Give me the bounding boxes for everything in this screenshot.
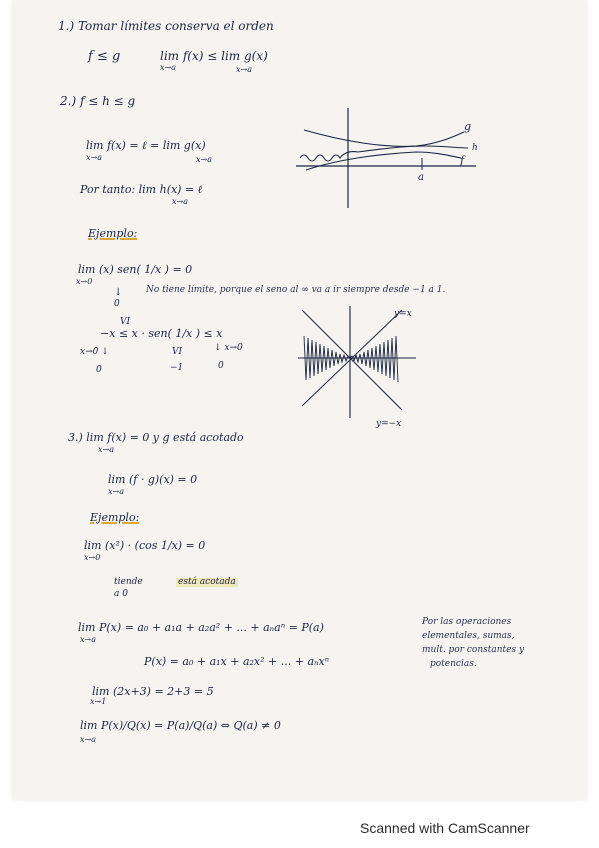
line-7-vl-2: VI — [172, 347, 183, 357]
line-2-sub-2: x→a — [236, 65, 252, 74]
line-5-conclusion: Por tanto: lim h(x) = ℓ — [80, 183, 203, 196]
line-6-note: No tiene límite, porque el seno al ∞ va a ir siempre desde −1 a 1. — [146, 285, 446, 295]
line-11-note-1: Por las operaciones — [422, 617, 512, 627]
graph1-label-a: a — [418, 172, 424, 183]
line-6-limit: lim (x) sen( 1/x ) = 0 — [78, 263, 193, 276]
line-11-polynomial-limit: lim P(x) = a₀ + a₁a + a₂a² + ... + aₙaⁿ = P(a) — [78, 621, 324, 634]
example-2-heading: Ejemplo: — [90, 511, 140, 524]
line-4-limits: lim f(x) = ℓ = lim g(x) — [86, 139, 206, 152]
line-12-polynomial: P(x) = a₀ + a₁x + a₂x² + ... + aₙxⁿ — [144, 655, 330, 668]
line-7-right-arrow: ↓ x→0 — [214, 343, 243, 353]
line-7-vl-1: VI — [120, 317, 131, 327]
line-7-zero-2: 0 — [218, 361, 224, 371]
line-3-heading: 2.) f ≤ h ≤ g — [60, 94, 136, 108]
line-2-sub-1: x→a — [160, 63, 176, 72]
line-14-rational: lim P(x)/Q(x) = P(a)/Q(a) ⇔ Q(a) ≠ 0 — [80, 719, 281, 732]
line-10-a0: a 0 — [114, 589, 128, 599]
line-9-sub: x→a — [108, 487, 124, 496]
graph1-label-f: f — [460, 154, 465, 167]
line-13-sub: x→1 — [90, 697, 107, 706]
example-1-heading: Ejemplo: — [88, 227, 138, 240]
line-8-heading: 3.) lim f(x) = 0 y g está acotado — [68, 431, 244, 444]
line-10-acotada: está acotada — [178, 577, 236, 587]
line-2-inequality: f ≤ g — [88, 49, 121, 64]
line-5-sub: x→a — [172, 197, 188, 206]
line-9-limit: lim (f · g)(x) = 0 — [108, 473, 198, 486]
line-7-left-arrow: x→0 ↓ — [80, 347, 109, 357]
line-10-limit: lim (x²) · (cos 1/x) = 0 — [84, 539, 206, 552]
squeeze-graph-2 — [298, 306, 418, 429]
line-6-zero: 0 — [114, 299, 120, 309]
line-11-note-4: potencias. — [430, 659, 477, 669]
line-11-sub: x→a — [80, 635, 96, 644]
scanner-watermark: Scanned with CamScanner — [360, 820, 530, 836]
line-6-sub: x→0 — [76, 277, 93, 286]
line-10-tiende: tiende — [114, 577, 143, 587]
line-10-sub: x→0 — [84, 553, 101, 562]
line-6-arrow: ↓ — [114, 287, 123, 298]
line-7-squeeze: −x ≤ x · sen( 1/x ) ≤ x — [100, 327, 223, 340]
line-1-heading: 1.) Tomar límites conserva el orden — [58, 19, 274, 33]
line-2-limits: lim f(x) ≤ lim g(x) — [160, 49, 268, 63]
line-13-example: lim (2x+3) = 2+3 = 5 — [92, 685, 214, 698]
graph2-label-upper: y=x — [394, 309, 412, 319]
line-11-note-3: mult. por constantes y — [422, 645, 525, 655]
line-14-sub: x→a — [80, 735, 96, 744]
graph2-label-lower: y=−x — [376, 419, 402, 429]
graph1-label-g: g — [464, 120, 472, 133]
line-4-sub-1: x→a — [86, 153, 102, 162]
line-7-minus-one: −1 — [170, 363, 184, 373]
graph1-label-h: h — [472, 143, 478, 153]
line-11-note-2: elementales, sumas, — [422, 631, 515, 641]
line-4-sub-2: x→a — [196, 155, 212, 164]
line-7-zero-1: 0 — [96, 365, 102, 375]
squeeze-graph-1 — [296, 108, 496, 208]
line-8-sub: x→a — [98, 445, 114, 454]
